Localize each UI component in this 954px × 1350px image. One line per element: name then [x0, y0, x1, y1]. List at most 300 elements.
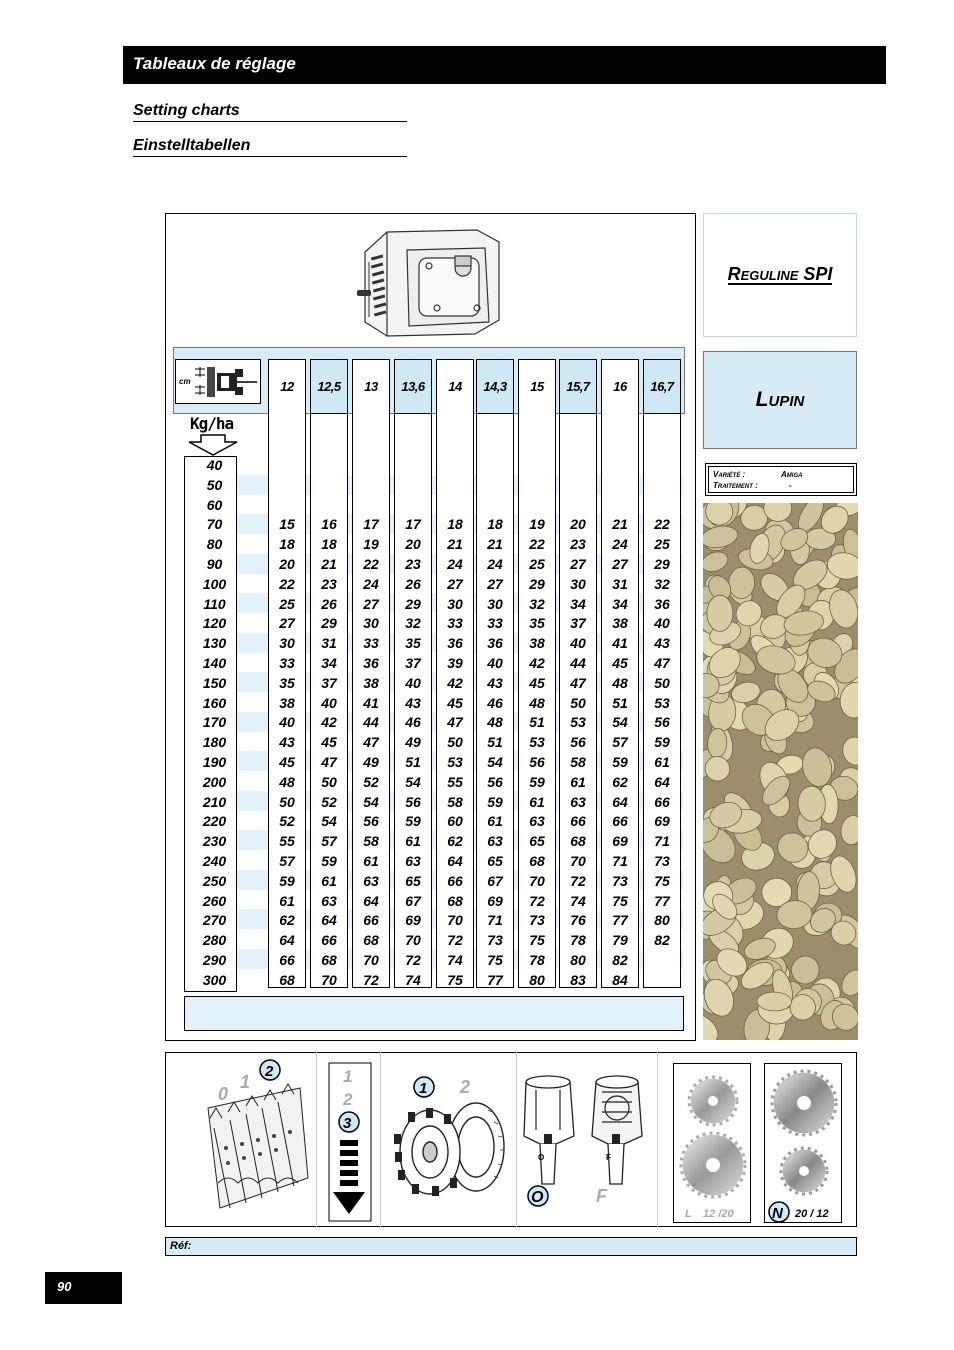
rate-cell: 110	[203, 595, 226, 612]
table-cell: 69	[654, 813, 670, 830]
crop-name: Lupin	[755, 388, 805, 411]
table-cell: 68	[363, 932, 379, 949]
table-cell: 27	[279, 615, 295, 632]
table-cell: 33	[279, 655, 295, 671]
table-cell: 53	[529, 734, 545, 751]
table-cell: 43	[487, 674, 503, 691]
table-cell: 18	[487, 516, 503, 533]
wheel-pos-2: 2	[460, 1077, 471, 1097]
page-title-bar	[123, 46, 886, 84]
table-cell: 55	[447, 773, 463, 790]
table-cell: 30	[447, 595, 463, 612]
table-cell: 35	[405, 635, 421, 652]
rate-cell: 50	[206, 476, 223, 493]
table-cell: 57	[279, 853, 295, 869]
table-cell: 80	[529, 971, 545, 988]
table-cell: 73	[487, 932, 503, 949]
flap-open-label: O	[531, 1189, 544, 1206]
reference-bar	[165, 1237, 857, 1256]
table-cell: 43	[279, 734, 295, 751]
table-cell: 18	[279, 536, 295, 553]
column-header: 16,7	[643, 359, 681, 414]
table-cell: 22	[279, 575, 295, 592]
table-cell: 56	[654, 714, 670, 731]
table-cell: 68	[447, 892, 463, 909]
flap-position-illustration	[520, 1072, 654, 1212]
table-cell: 43	[654, 635, 670, 652]
table-cell: 45	[279, 754, 295, 770]
table-cell: 66	[279, 952, 295, 968]
table-cell: 52	[321, 793, 337, 810]
metering-unit-illustration	[357, 222, 507, 340]
table-cell: 69	[487, 892, 503, 909]
rate-cell: 120	[202, 615, 227, 632]
table-cell: 38	[363, 674, 379, 691]
agitator-pos-0: 0	[218, 1084, 229, 1104]
table-cell: 18	[321, 536, 337, 553]
table-cell: 47	[321, 754, 337, 770]
table-cell: 75	[487, 952, 503, 968]
table-cell: 62	[447, 833, 463, 850]
table-cell: 43	[405, 694, 421, 711]
column-header: 14	[448, 379, 462, 394]
table-cell: 62	[279, 912, 295, 929]
table-cell: 40	[279, 714, 295, 731]
table-cell: 66	[447, 872, 463, 889]
rate-cell: 240	[202, 853, 227, 869]
table-cell: 25	[279, 595, 295, 612]
table-cell: 48	[612, 674, 628, 691]
unit-label: Kg/ha	[190, 414, 234, 433]
table-cell: 47	[447, 714, 463, 731]
table-cell: 75	[654, 872, 670, 889]
table-cell: 34	[612, 595, 628, 612]
table-cell: 24	[447, 556, 463, 572]
flap-closed-small: F	[606, 1153, 611, 1162]
table-cell: 46	[487, 694, 503, 711]
table-cell: 69	[612, 833, 628, 850]
table-cell: 17	[363, 516, 379, 533]
table-cell: 22	[529, 536, 545, 553]
machine-name-box	[703, 213, 857, 337]
variety-box	[705, 463, 857, 496]
table-cell: 62	[612, 773, 628, 790]
table-cell: 49	[405, 734, 421, 751]
rate-cell: 140	[202, 655, 227, 671]
table-cell: 82	[612, 952, 628, 968]
table-cell: 48	[529, 694, 545, 711]
table-cell: 32	[405, 615, 421, 632]
table-cell: 20	[279, 556, 295, 572]
drive-wheel-illustration	[388, 1072, 513, 1197]
shutter-pos-2: 2	[343, 1090, 353, 1109]
table-cell: 36	[363, 655, 379, 671]
table-cell: 61	[363, 853, 379, 869]
table-cell: 25	[529, 556, 545, 572]
table-cell: 32	[529, 595, 545, 612]
shutter-pos-1: 1	[343, 1067, 353, 1086]
table-cell: 34	[321, 655, 337, 671]
table-cell: 20	[405, 536, 421, 553]
table-cell: 29	[321, 615, 337, 632]
table-cell: 36	[487, 635, 503, 652]
treatment-label: Traitement :	[713, 481, 758, 490]
table-cell: 58	[570, 754, 586, 770]
rate-cell: 130	[202, 635, 227, 652]
table-cell: 30	[487, 595, 503, 612]
gear-l-letter: L	[685, 1208, 692, 1220]
table-cell: 57	[321, 833, 337, 850]
table-cell: 49	[363, 754, 379, 770]
rate-cell: 250	[202, 872, 227, 889]
table-cell: 70	[363, 952, 379, 968]
down-arrow-icon	[187, 434, 239, 456]
variety-value: Amiga	[781, 470, 803, 479]
table-cell: 69	[405, 912, 421, 929]
table-cell: 23	[570, 536, 586, 553]
table-cell: 50	[321, 773, 337, 790]
gear-l-ratio: 12 /20	[703, 1208, 734, 1220]
table-cell: 59	[654, 734, 670, 751]
table-cell: 37	[321, 674, 337, 691]
table-cell: 58	[447, 793, 463, 810]
table-cell: 72	[447, 932, 463, 949]
table-cell: 15	[279, 516, 295, 533]
table-cell: 78	[570, 932, 586, 949]
table-cell: 71	[612, 853, 628, 869]
table-cell: 70	[321, 971, 337, 988]
table-cell: 52	[279, 813, 295, 830]
rate-cell: 300	[202, 971, 227, 988]
table-cell: 64	[321, 912, 337, 929]
table-cell: 56	[570, 734, 586, 751]
table-cell: 64	[363, 892, 379, 909]
table-cell: 79	[612, 932, 628, 949]
table-cell: 61	[487, 813, 503, 830]
table-cell: 35	[529, 615, 545, 632]
table-cell: 63	[363, 872, 379, 889]
table-cell: 61	[405, 833, 421, 850]
table-cell: 47	[363, 734, 379, 751]
table-cell: 21	[447, 536, 463, 553]
table-cell: 68	[529, 853, 545, 869]
gear-n-letter: N	[772, 1205, 783, 1222]
table-cell: 60	[447, 813, 463, 830]
table-cell: 59	[321, 853, 337, 869]
table-cell: 35	[279, 674, 295, 691]
table-cell: 50	[447, 734, 463, 751]
table-cell: 45	[321, 734, 337, 751]
shutter-position-illustration	[328, 1062, 372, 1222]
table-cell: 77	[612, 912, 628, 929]
table-cell: 30	[279, 635, 295, 652]
subtitle-english: Setting charts	[133, 102, 407, 122]
table-cell: 80	[570, 952, 586, 968]
table-cell: 17	[405, 516, 421, 533]
gear-ratio-n-illustration	[764, 1063, 842, 1223]
notes-box	[184, 996, 684, 1031]
agitator-pos-1: 1	[240, 1072, 251, 1092]
table-cell: 56	[487, 773, 503, 790]
agitator-pos-2: 2	[265, 1063, 274, 1080]
table-cell: 40	[654, 615, 670, 632]
table-cell: 33	[363, 635, 379, 652]
table-cell: 57	[612, 734, 628, 751]
table-cell: 23	[321, 575, 337, 592]
table-cell: 21	[321, 556, 337, 572]
column-header: 16	[613, 379, 627, 394]
table-cell: 59	[405, 813, 421, 830]
table-cell: 27	[612, 556, 628, 572]
table-cell: 45	[612, 655, 628, 671]
rate-cell: 230	[202, 833, 227, 850]
table-cell: 66	[570, 813, 586, 830]
flap-closed-label: F	[596, 1186, 607, 1206]
reference-label: Réf:	[170, 1240, 192, 1252]
table-cell: 31	[321, 635, 337, 652]
table-cell: 58	[363, 833, 379, 850]
rate-cell: 200	[202, 773, 227, 790]
table-cell: 63	[487, 833, 503, 850]
table-cell: 73	[654, 853, 670, 869]
table-cell: 31	[612, 575, 628, 592]
rate-cell: 210	[202, 793, 227, 810]
table-cell: 63	[405, 853, 421, 869]
gear-ratio-l-illustration	[673, 1063, 751, 1223]
rate-cell: 100	[202, 575, 227, 592]
table-cell: 22	[654, 516, 670, 533]
table-cell: 47	[654, 655, 670, 671]
table-cell: 45	[447, 694, 463, 711]
table-cell: 48	[487, 714, 503, 731]
table-cell: 19	[529, 516, 545, 533]
table-cell: 56	[405, 793, 421, 810]
table-cell: 26	[405, 575, 421, 592]
table-cell: 66	[612, 813, 628, 830]
table-cell: 50	[279, 793, 295, 810]
treatment-value: -	[789, 481, 792, 490]
table-cell: 78	[529, 952, 545, 968]
table-cell: 41	[612, 635, 628, 652]
table-cell: 22	[363, 556, 379, 572]
table-cell: 68	[321, 952, 337, 968]
table-cell: 68	[570, 833, 586, 850]
table-cell: 37	[405, 655, 421, 671]
column-header: 14,3	[476, 359, 514, 414]
table-cell: 72	[405, 952, 421, 968]
table-cell: 68	[279, 971, 295, 988]
rate-cell: 40	[206, 457, 223, 473]
table-cell: 40	[321, 694, 337, 711]
rate-cell: 170	[202, 714, 227, 731]
rate-cell: 160	[202, 694, 227, 711]
table-cell: 66	[321, 932, 337, 949]
table-cell: 40	[405, 674, 421, 691]
page-title: Tableaux de réglage	[133, 54, 296, 73]
table-cell: 72	[529, 892, 545, 909]
table-cell: 32	[654, 575, 670, 592]
table-cell: 64	[612, 793, 628, 810]
table-cell: 64	[654, 773, 670, 790]
table-cell: 84	[612, 971, 628, 988]
table-cell: 83	[570, 971, 586, 988]
rate-cell: 290	[202, 952, 227, 968]
table-cell: 72	[570, 872, 586, 889]
table-cell: 70	[570, 853, 586, 869]
table-cell: 71	[654, 833, 670, 850]
table-cell: 65	[529, 833, 545, 850]
column-header: 12	[280, 379, 294, 394]
table-cell: 27	[363, 595, 379, 612]
table-cell: 59	[279, 872, 295, 889]
rate-cell: 280	[202, 932, 227, 949]
column-header: 12,5	[310, 359, 348, 414]
rate-cell: 150	[202, 674, 227, 691]
table-cell: 66	[654, 793, 670, 810]
table-cell: 38	[612, 615, 628, 632]
table-cell: 24	[612, 536, 628, 553]
table-cell: 33	[487, 615, 503, 632]
table-cell: 61	[570, 773, 586, 790]
table-cell: 61	[321, 872, 337, 889]
table-cell: 72	[363, 971, 379, 988]
rate-cell: 190	[202, 754, 227, 770]
flap-open-small: O	[538, 1153, 545, 1162]
table-cell: 39	[447, 655, 463, 671]
table-cell: 36	[447, 635, 463, 652]
table-cell: 18	[447, 516, 463, 533]
rate-cell: 80	[206, 536, 223, 553]
table-cell: 38	[529, 635, 545, 652]
table-cell: 51	[405, 754, 421, 770]
table-cell: 42	[447, 674, 463, 691]
crop-name-box	[703, 351, 857, 449]
table-cell: 45	[529, 674, 545, 691]
table-cell: 75	[612, 892, 628, 909]
table-cell: 54	[612, 714, 628, 731]
table-cell: 53	[570, 714, 586, 731]
column-header: 13	[364, 379, 378, 394]
table-cell: 23	[405, 556, 421, 572]
column-header: 13,6	[394, 359, 432, 414]
table-cell: 21	[487, 536, 503, 553]
table-cell: 20	[570, 516, 586, 533]
table-cell: 74	[570, 892, 586, 909]
table-cell: 59	[612, 754, 628, 770]
table-cell: 52	[363, 773, 379, 790]
table-cell: 55	[279, 833, 295, 850]
table-cell: 24	[487, 556, 503, 572]
table-cell: 25	[654, 536, 670, 553]
table-cell: 34	[570, 595, 586, 612]
rate-cell: 60	[206, 496, 223, 513]
table-cell: 38	[279, 694, 295, 711]
wheel-pos-1: 1	[419, 1080, 428, 1097]
gear-n-ratio: 20 / 12	[795, 1208, 829, 1220]
machine-name: Reguline SPI	[727, 264, 833, 284]
table-cell: 54	[321, 813, 337, 830]
table-cell: 61	[654, 754, 670, 770]
table-cell: 61	[279, 892, 295, 909]
table-cell: 27	[447, 575, 463, 592]
table-cell: 64	[279, 932, 295, 949]
table-cell: 59	[529, 773, 545, 790]
table-cell: 29	[405, 595, 421, 612]
table-cell: 82	[654, 932, 670, 949]
table-cell: 64	[447, 853, 463, 869]
table-cell: 50	[570, 694, 586, 711]
agitator-position-illustration	[200, 1058, 312, 1223]
table-cell: 26	[321, 595, 337, 612]
table-cell: 51	[487, 734, 503, 751]
table-cell: 75	[529, 932, 545, 949]
table-cell: 74	[447, 952, 463, 968]
table-cell: 67	[405, 892, 421, 909]
table-cell: 44	[570, 655, 586, 671]
rate-cell: 180	[202, 734, 227, 751]
table-cell: 63	[321, 892, 337, 909]
table-cell: 80	[654, 912, 670, 929]
table-cell: 54	[405, 773, 421, 790]
table-cell: 19	[363, 536, 379, 553]
table-cell: 67	[487, 872, 503, 889]
table-cell: 73	[529, 912, 545, 929]
table-cell: 50	[654, 674, 670, 691]
table-cell: 44	[363, 714, 379, 731]
table-cell: 77	[487, 971, 503, 988]
table-cell: 76	[570, 912, 586, 929]
table-cell: 46	[405, 714, 421, 731]
subtitle-german: Einstelltabellen	[133, 137, 407, 157]
table-cell: 54	[363, 793, 379, 810]
table-cell: 53	[447, 754, 463, 770]
table-cell: 16	[321, 516, 337, 533]
table-cell: 42	[529, 655, 545, 671]
table-cell: 66	[363, 912, 379, 929]
table-cell: 56	[529, 754, 545, 770]
table-cell: 73	[612, 872, 628, 889]
table-cell: 42	[321, 714, 337, 731]
table-cell: 65	[487, 853, 503, 869]
table-cell: 36	[654, 595, 670, 612]
table-cell: 40	[570, 635, 586, 652]
table-cell: 29	[529, 575, 545, 592]
table-cell: 74	[405, 971, 421, 988]
rate-cell: 70	[206, 516, 223, 533]
page-number: 90	[45, 1272, 122, 1304]
rate-cell: 220	[202, 813, 227, 830]
table-cell: 71	[487, 912, 503, 929]
seed-photo	[703, 503, 858, 1040]
table-cell: 63	[529, 813, 545, 830]
table-cell: 51	[612, 694, 628, 711]
rate-cell: 90	[206, 556, 223, 572]
table-cell: 54	[487, 754, 503, 770]
table-cell: 70	[405, 932, 421, 949]
shutter-pos-3: 3	[343, 1115, 352, 1132]
table-cell: 65	[405, 872, 421, 889]
rate-cell: 260	[202, 892, 227, 909]
table-cell: 30	[363, 615, 379, 632]
table-cell: 29	[654, 556, 670, 572]
table-cell: 70	[447, 912, 463, 929]
table-cell: 21	[612, 516, 628, 533]
table-cell: 27	[487, 575, 503, 592]
table-cell: 70	[529, 872, 545, 889]
rate-cell: 270	[202, 912, 227, 929]
table-cell: 37	[570, 615, 586, 632]
table-cell: 77	[654, 892, 670, 909]
